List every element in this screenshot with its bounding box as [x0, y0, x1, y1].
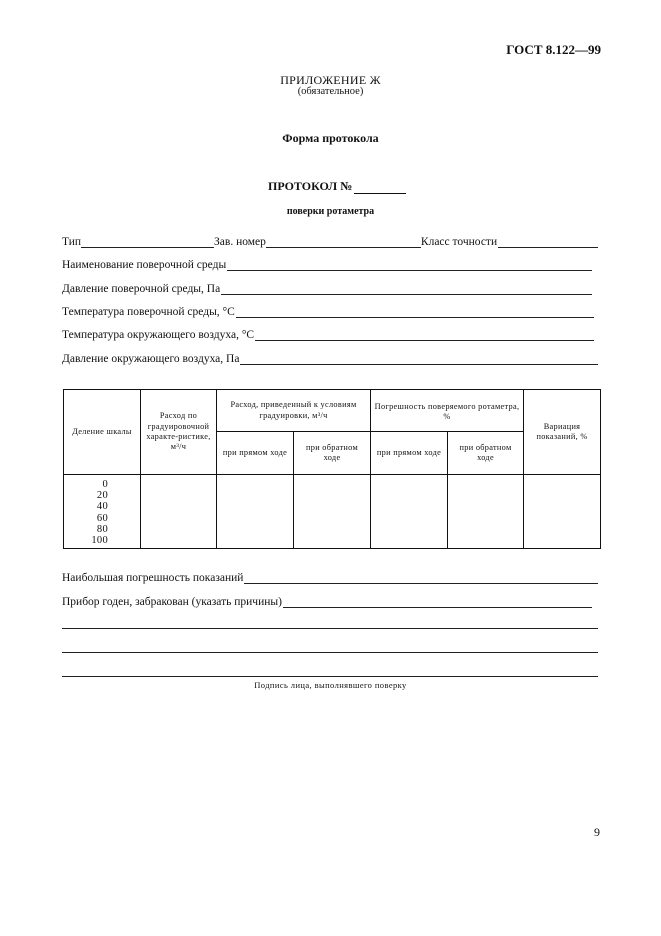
notes-line-2[interactable]: [62, 652, 598, 653]
form-title: Форма протокола: [282, 131, 379, 145]
serial-label: Зав. номер: [214, 236, 266, 248]
verdict-label: Прибор годен, забракован (указать причины): [62, 596, 282, 608]
verification-table: [63, 389, 601, 549]
error-reverse-cell[interactable]: [448, 475, 524, 549]
max-error-label: Наибольшая погрешность показаний: [62, 572, 244, 584]
protocol-title: [268, 179, 406, 194]
ambient-pressure-label: Давление окружающего воздуха, Па: [62, 353, 240, 365]
accuracy-class-field[interactable]: [498, 237, 598, 248]
col-calib-flow-header: Расход по градуировочной характе-ристике, м³/ч: [141, 390, 217, 475]
scale-divisions-list: [64, 475, 140, 546]
type-field[interactable]: [81, 237, 214, 248]
protocol-number-field[interactable]: [354, 182, 406, 194]
notes-line-1[interactable]: [62, 628, 598, 629]
variation-cell[interactable]: [524, 475, 601, 549]
type-label: Тип: [62, 236, 82, 248]
scale-division: 100: [91, 535, 108, 547]
scale-division: 40: [96, 501, 108, 513]
appendix-title: ПРИЛОЖЕНИЕ Ж: [280, 73, 381, 87]
medium-temperature-row: [62, 306, 594, 318]
medium-pressure-label: Давление поверочной среды, Па: [62, 283, 221, 295]
signature-caption: Подпись лица, выполнявшего поверку: [254, 680, 407, 690]
verdict-field[interactable]: [283, 597, 592, 608]
verdict-row: [62, 596, 592, 608]
col-reduced-flow-header: Расход, приведенный к условиям градуировки, м³/ч: [217, 390, 371, 432]
ambient-pressure-row: [62, 353, 598, 365]
medium-temperature-field[interactable]: [236, 307, 594, 318]
medium-pressure-row: [62, 283, 592, 295]
calib-flow-cell[interactable]: [141, 475, 217, 549]
protocol-title-text: ПРОТОКОЛ №: [268, 179, 353, 193]
medium-temperature-label: Температура поверочной среды, °C: [62, 306, 235, 318]
serial-field[interactable]: [266, 237, 421, 248]
reduced-forward-header: при прямом ходе: [217, 432, 294, 475]
error-reverse-header: при обратном ходе: [448, 432, 524, 475]
medium-pressure-field[interactable]: [221, 284, 592, 295]
scale-divisions-cell: [64, 475, 141, 549]
type-serial-class-row: [62, 236, 598, 248]
reduced-reverse-header: при обратном ходе: [294, 432, 371, 475]
col-variation-header: Вариация показаний, %: [524, 390, 601, 475]
protocol-subtitle: поверки ротаметра: [286, 206, 375, 217]
max-error-field[interactable]: [244, 573, 598, 584]
reduced-reverse-cell[interactable]: [294, 475, 371, 549]
medium-name-field[interactable]: [227, 260, 592, 271]
accuracy-class-label: Класс точности: [420, 236, 498, 248]
reduced-forward-cell[interactable]: [217, 475, 294, 549]
scale-division: 80: [96, 523, 108, 535]
ambient-temperature-field[interactable]: [255, 330, 594, 341]
col-error-header: Погрешность поверяемого ротаметра, %: [371, 390, 524, 432]
signature-line[interactable]: [62, 676, 598, 677]
col-scale-header: Деление шкалы: [64, 390, 141, 475]
ambient-pressure-field[interactable]: [240, 354, 598, 365]
scale-division: 20: [96, 490, 108, 502]
page-number: 9: [594, 825, 600, 839]
medium-name-row: [62, 259, 592, 271]
document-standard-number: ГОСТ 8.122—99: [506, 42, 601, 57]
error-forward-cell[interactable]: [371, 475, 448, 549]
ambient-temperature-row: [62, 329, 594, 341]
medium-name-label: Наименование поверочной среды: [62, 259, 227, 271]
appendix-subtitle: (обязательное): [297, 86, 364, 97]
max-error-row: [62, 572, 598, 584]
ambient-temperature-label: Температура окружающего воздуха, °C: [62, 329, 255, 341]
error-forward-header: при прямом ходе: [371, 432, 448, 475]
scale-division: 60: [96, 512, 108, 524]
scale-division: 0: [102, 479, 108, 490]
